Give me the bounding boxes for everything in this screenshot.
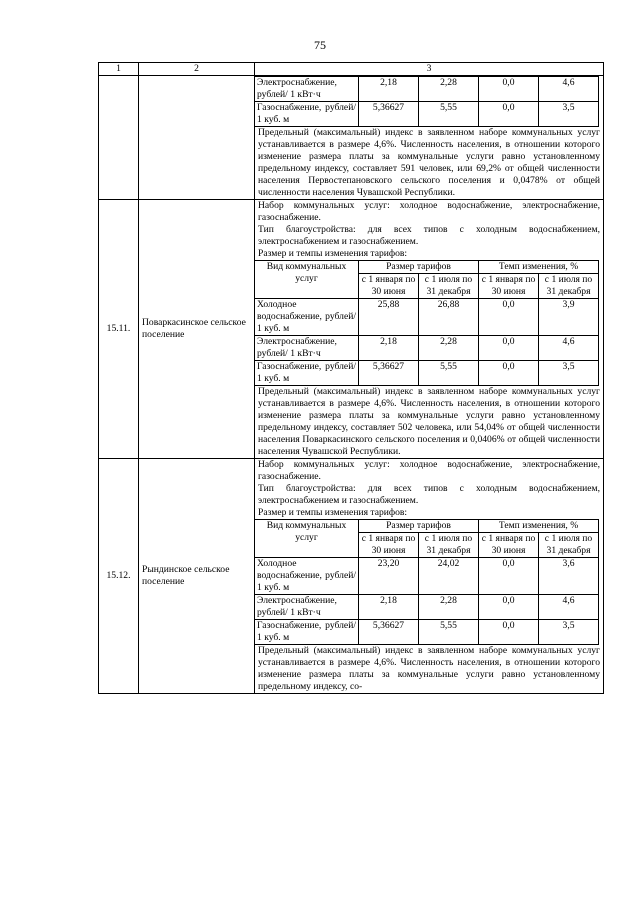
tariff-row (255, 336, 599, 361)
rate-change-header: Темп изменения, % (479, 261, 599, 274)
settlement-name: Рындинское сельское поселение (139, 459, 255, 694)
period-header: с 1 июля по 31 декабря (419, 533, 479, 558)
entry-row (99, 200, 604, 459)
rate-value: 4,6 (539, 336, 599, 361)
continuation-name-cell (139, 76, 255, 200)
rate-value: 3,5 (539, 620, 599, 645)
tariff-row (255, 620, 599, 645)
settlement-name: Поваркасинское сельское поселение (139, 200, 255, 459)
tariff-intro-text: Размер и темпы изменения тарифов: (258, 507, 408, 518)
tariff-row (255, 558, 599, 595)
closing-paragraph: Предельный (максимальный) индекс в заявленном наборе коммунальных услуг устанавливается в размере 4,6%. Численность населения, в отношении которого изменение размера платы за коммунальные услуги равно установленному предельному индексу, составляет 591 человек, или 69,2% от общей численности населения Первостепановского сельского поселения и 0,0478% от общей численности населения Чувашской Республики. (258, 127, 600, 198)
period-header: с 1 января по 30 июня (479, 533, 539, 558)
tariff-row (255, 77, 599, 102)
improvement-type-text: Тип благоустройства: для всех типов с холодным водоснабжением, электроснабжением и газоснабжением. (258, 483, 600, 506)
column-number-1: 1 (99, 63, 139, 76)
period-header: с 1 января по 30 июня (479, 274, 539, 299)
rate-value: 3,6 (539, 558, 599, 595)
tariff-table (254, 76, 599, 127)
tariff-header-row (255, 261, 599, 274)
closing-paragraph: Предельный (максимальный) индекс в заявленном наборе коммунальных услуг устанавливается в размере 4,6%. Численность населения, в отношении которого изменение размера платы за коммунальные услуги равно установленному предельному индексу, составляет 502 человека, или 54,04% от общей численности населения Поваркасинского сельского поселения и 0,0406% от общей численности населения Чувашской Республики. (258, 386, 600, 457)
continuation-row (99, 76, 604, 200)
entry-row (99, 459, 604, 694)
period-header: с 1 июля по 31 декабря (419, 274, 479, 299)
service-name: Электроснабжение, рублей/ 1 кВт·ч (255, 77, 359, 102)
rate-value: 3,5 (539, 361, 599, 386)
service-name: Холодное водоснабжение, рублей/ 1 куб. м (255, 558, 359, 595)
entry-content-cell (255, 200, 604, 459)
tariff-value: 23,20 (359, 558, 419, 595)
tariff-table (254, 519, 599, 645)
services-set-text: Набор коммунальных услуг: холодное водоснабжение, электроснабжение, газоснабжение. (258, 459, 600, 482)
tariff-table (254, 260, 599, 386)
services-set-text: Набор коммунальных услуг: холодное водоснабжение, электроснабжение, газоснабжение. (258, 200, 600, 223)
rate-value: 3,5 (539, 102, 599, 127)
rate-value: 3,9 (539, 299, 599, 336)
tariff-value: 5,55 (419, 102, 479, 127)
tariff-value: 5,55 (419, 361, 479, 386)
tariff-value: 2,18 (359, 336, 419, 361)
rate-value: 0,0 (479, 620, 539, 645)
page-number: 75 (314, 38, 326, 52)
rate-value: 0,0 (479, 102, 539, 127)
service-name: Газоснабжение, рублей/ 1 куб. м (255, 361, 359, 386)
rate-value: 0,0 (479, 299, 539, 336)
service-type-header: Вид коммунальных услуг (255, 261, 359, 299)
service-name: Газоснабжение, рублей/ 1 куб. м (255, 102, 359, 127)
tariff-value: 2,28 (419, 77, 479, 102)
tariff-value: 2,28 (419, 336, 479, 361)
continuation-content-cell (255, 76, 604, 200)
entry-content-cell (255, 459, 604, 694)
tariff-value: 26,88 (419, 299, 479, 336)
column-number-3: 3 (255, 63, 604, 76)
tariff-value: 2,18 (359, 77, 419, 102)
rate-value: 0,0 (479, 361, 539, 386)
rate-change-header: Темп изменения, % (479, 520, 599, 533)
tariff-size-header: Размер тарифов (359, 261, 479, 274)
rate-value: 4,6 (539, 595, 599, 620)
rate-value: 0,0 (479, 595, 539, 620)
service-name: Холодное водоснабжение, рублей/ 1 куб. м (255, 299, 359, 336)
tariff-value: 5,36627 (359, 102, 419, 127)
tariff-row (255, 299, 599, 336)
tariff-value: 5,36627 (359, 620, 419, 645)
continuation-number-cell (99, 76, 139, 200)
rate-value: 0,0 (479, 558, 539, 595)
column-number-row (99, 63, 604, 76)
period-header: с 1 июля по 31 декабря (539, 533, 599, 558)
tariff-header-row (255, 520, 599, 533)
tariff-value: 2,18 (359, 595, 419, 620)
tariff-value: 2,28 (419, 595, 479, 620)
tariff-size-header: Размер тарифов (359, 520, 479, 533)
entry-number: 15.11. (99, 200, 139, 459)
service-name: Электроснабжение, рублей/ 1 кВт·ч (255, 336, 359, 361)
period-header: с 1 января по 30 июня (359, 533, 419, 558)
tariff-row (255, 595, 599, 620)
service-name: Электроснабжение, рублей/ 1 кВт·ч (255, 595, 359, 620)
period-header: с 1 января по 30 июня (359, 274, 419, 299)
service-type-header: Вид коммунальных услуг (255, 520, 359, 558)
rate-value: 4,6 (539, 77, 599, 102)
service-name: Газоснабжение, рублей/ 1 куб. м (255, 620, 359, 645)
tariff-row (255, 102, 599, 127)
improvement-type-text: Тип благоустройства: для всех типов с холодным водоснабжением, электроснабжением и газоснабжением. (258, 224, 600, 247)
tariff-value: 5,36627 (359, 361, 419, 386)
column-number-2: 2 (139, 63, 255, 76)
rate-value: 0,0 (479, 336, 539, 361)
closing-paragraph: Предельный (максимальный) индекс в заявленном наборе коммунальных услуг устанавливается в размере 4,6%. Численность населения, в отношении которого изменение размера платы за коммунальные услуги равно установленному предельному индексу, со- (258, 645, 600, 692)
rate-value: 0,0 (479, 77, 539, 102)
tariff-intro-text: Размер и темпы изменения тарифов: (258, 248, 408, 259)
tariff-value: 25,88 (359, 299, 419, 336)
tariff-value: 24,02 (419, 558, 479, 595)
entry-number: 15.12. (99, 459, 139, 694)
tariff-value: 5,55 (419, 620, 479, 645)
period-header: с 1 июля по 31 декабря (539, 274, 599, 299)
document-table (98, 62, 604, 694)
tariff-row (255, 361, 599, 386)
